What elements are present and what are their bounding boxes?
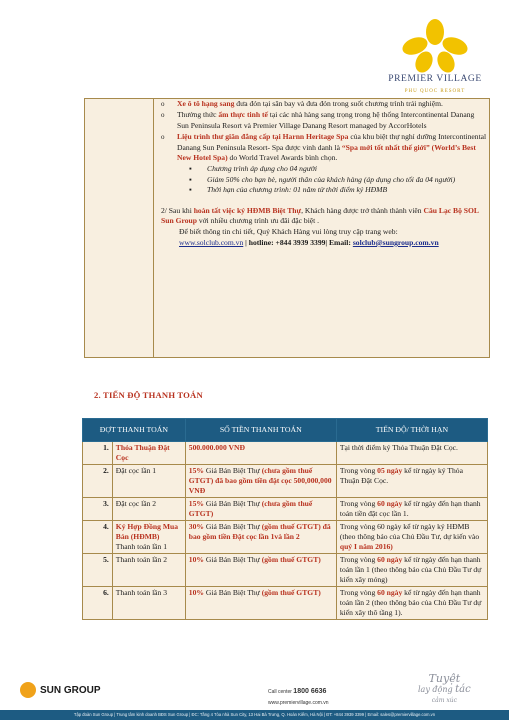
sun-icon xyxy=(20,682,36,698)
tagline: Tuyệt lay động tác cảm xúc xyxy=(418,672,471,704)
brand-subtitle: PHU QUOC RESORT xyxy=(404,89,466,94)
table-left-column xyxy=(85,99,154,357)
call-center: Call center 1800 6636 www.premiervillage.com.vn xyxy=(268,688,329,706)
flower-logo-icon xyxy=(390,18,480,74)
table-row: 1. Thỏa Thuận Đặt Cọc 500.000.000 VNĐ Tại thời điểm ký Thỏa Thuận Đặt Cọc. xyxy=(83,442,488,465)
column-header: SỐ TIỀN THANH TOÁN xyxy=(185,419,336,442)
benefits-content xyxy=(161,99,487,248)
section-title: 2. TIẾN ĐỘ THANH TOÁN xyxy=(94,390,203,400)
brand-name: PREMIER VILLAGE xyxy=(388,74,482,84)
table-header-row xyxy=(83,419,488,442)
info-paragraph: Để biết thông tin chi tiết, Quý Khách Hàng vui lòng truy cập trang web: xyxy=(179,227,398,237)
contact-line: www.solclub.com.vn | hotline: +844 3939 3399| Email: solclub@sungroup.com.vn xyxy=(179,237,439,247)
footer-address-bar: Tập đoàn Sun Group | Trung tâm kinh doanh BĐS Sun Group | ĐC: Tầng 4 Tòa nhà Sun City, 13 Hai Bà Trưng, Q. Hoàn Kiếm, Hà Nội | ĐT: +844 3939 3399 | Email: sales@premiervillage.com.vn xyxy=(0,710,509,720)
benefits-box xyxy=(84,98,490,358)
payment-schedule-table xyxy=(82,418,488,620)
premier-village-logo xyxy=(380,18,490,108)
table-row: 3. Đặt cọc lần 2 15% Giá Bán Biệt Thự (chưa gồm thuế GTGT) Trong vòng 60 ngày kể từ ngày đến hạn thanh toán tiền đặt cọc lần 1. xyxy=(83,498,488,521)
table-row: 2. Đặt cọc lần 1 15% Giá Bán Biệt Thự (chưa gồm thuế GTGT) đã bao gồm tiền đặt cọc 500,000,000 VNĐ Trong vòng 05 ngày kể từ ngày ký Thỏa Thuận Đặt Cọc. xyxy=(83,465,488,498)
column-header: ĐỢT THANH TOÁN xyxy=(83,419,186,442)
column-header: TIẾN ĐỘ/ THỜI HẠN xyxy=(336,419,487,442)
table-row: 6. Thanh toán lần 3 10% Giá Bán Biệt Thự (gồm thuế GTGT) Trong vòng 60 ngày kể từ ngày đến hạn thanh toán lần 2 (theo thông báo của Chủ Đầu Tư dự kiến xây thô tầng 1). xyxy=(83,587,488,620)
sub-item: ▪ Thời hạn của chương trình: 01 năm từ thời điểm ký HĐMB xyxy=(181,185,487,195)
sol-club-paragraph: 2/ Sau khi hoàn tất việc ký HĐMB Biệt Thự, Khách hàng được trở thành thành viên Câu Lạc Bộ SOL Sun Group với nhiều chương trình ưu đãi đặc biệt . xyxy=(161,205,479,226)
page-footer xyxy=(0,652,509,720)
sub-item: ▪ Chương trình áp dụng cho 04 người xyxy=(181,164,487,174)
benefit-item: o Thưởng thức ẩm thực tinh tế tại các nhà hàng sang trọng trong hệ thống Intercontinental Danang Sun Peninsula Resort và Premier Village Danang Resort managed by AccorHotels xyxy=(161,110,487,131)
benefit-item: o Liệu trình thư giãn đẳng cấp tại Harnn Heritage Spa của khu biệt thự nghỉ dưỡng Intercontinental Danang Sun Peninsula Resort- Spa được vinh danh là “Spa mới tốt nhất thế giới” (World’s Best New Hotel Spa) do World Travel Awards bình chọn. xyxy=(161,132,487,163)
solclub-email-link[interactable]: solclub@sungroup.com.vn xyxy=(352,237,439,247)
sun-group-logo: SUN GROUP xyxy=(20,682,110,698)
solclub-link[interactable]: www.solclub.com.vn xyxy=(179,237,244,247)
sub-item: ▪ Giảm 50% cho bạn bè, người thân của khách hàng (áp dụng cho tối đa 04 người) xyxy=(181,175,487,185)
table-row: 5. Thanh toán lần 2 10% Giá Bán Biệt Thự (gồm thuế GTGT) Trong vòng 60 ngày kể từ ngày đến hạn thanh toán lần 1 (theo thông báo của Chủ Đầu Tư dự kiến xây móng) xyxy=(83,554,488,587)
website-link[interactable]: www.premiervillage.com.vn xyxy=(268,700,329,706)
benefit-item: o Xe ô tô hạng sang đưa đón tại sân bay và đưa đón trong suốt chương trình trải nghiệm. xyxy=(161,99,487,109)
table-row: 4. Ký Hợp Đồng Mua Bán (HĐMB) Thanh toán lần 1 30% Giá Bán Biệt Thự (gồm thuế GTGT) đã bao gồm tiền Đặt cọc lần 1và lần 2 Trong vòng 60 ngày kể từ ngày ký HĐMB (theo thông báo của Chủ Đầu Tư, dự kiến vào quý I năm 2016) xyxy=(83,521,488,554)
